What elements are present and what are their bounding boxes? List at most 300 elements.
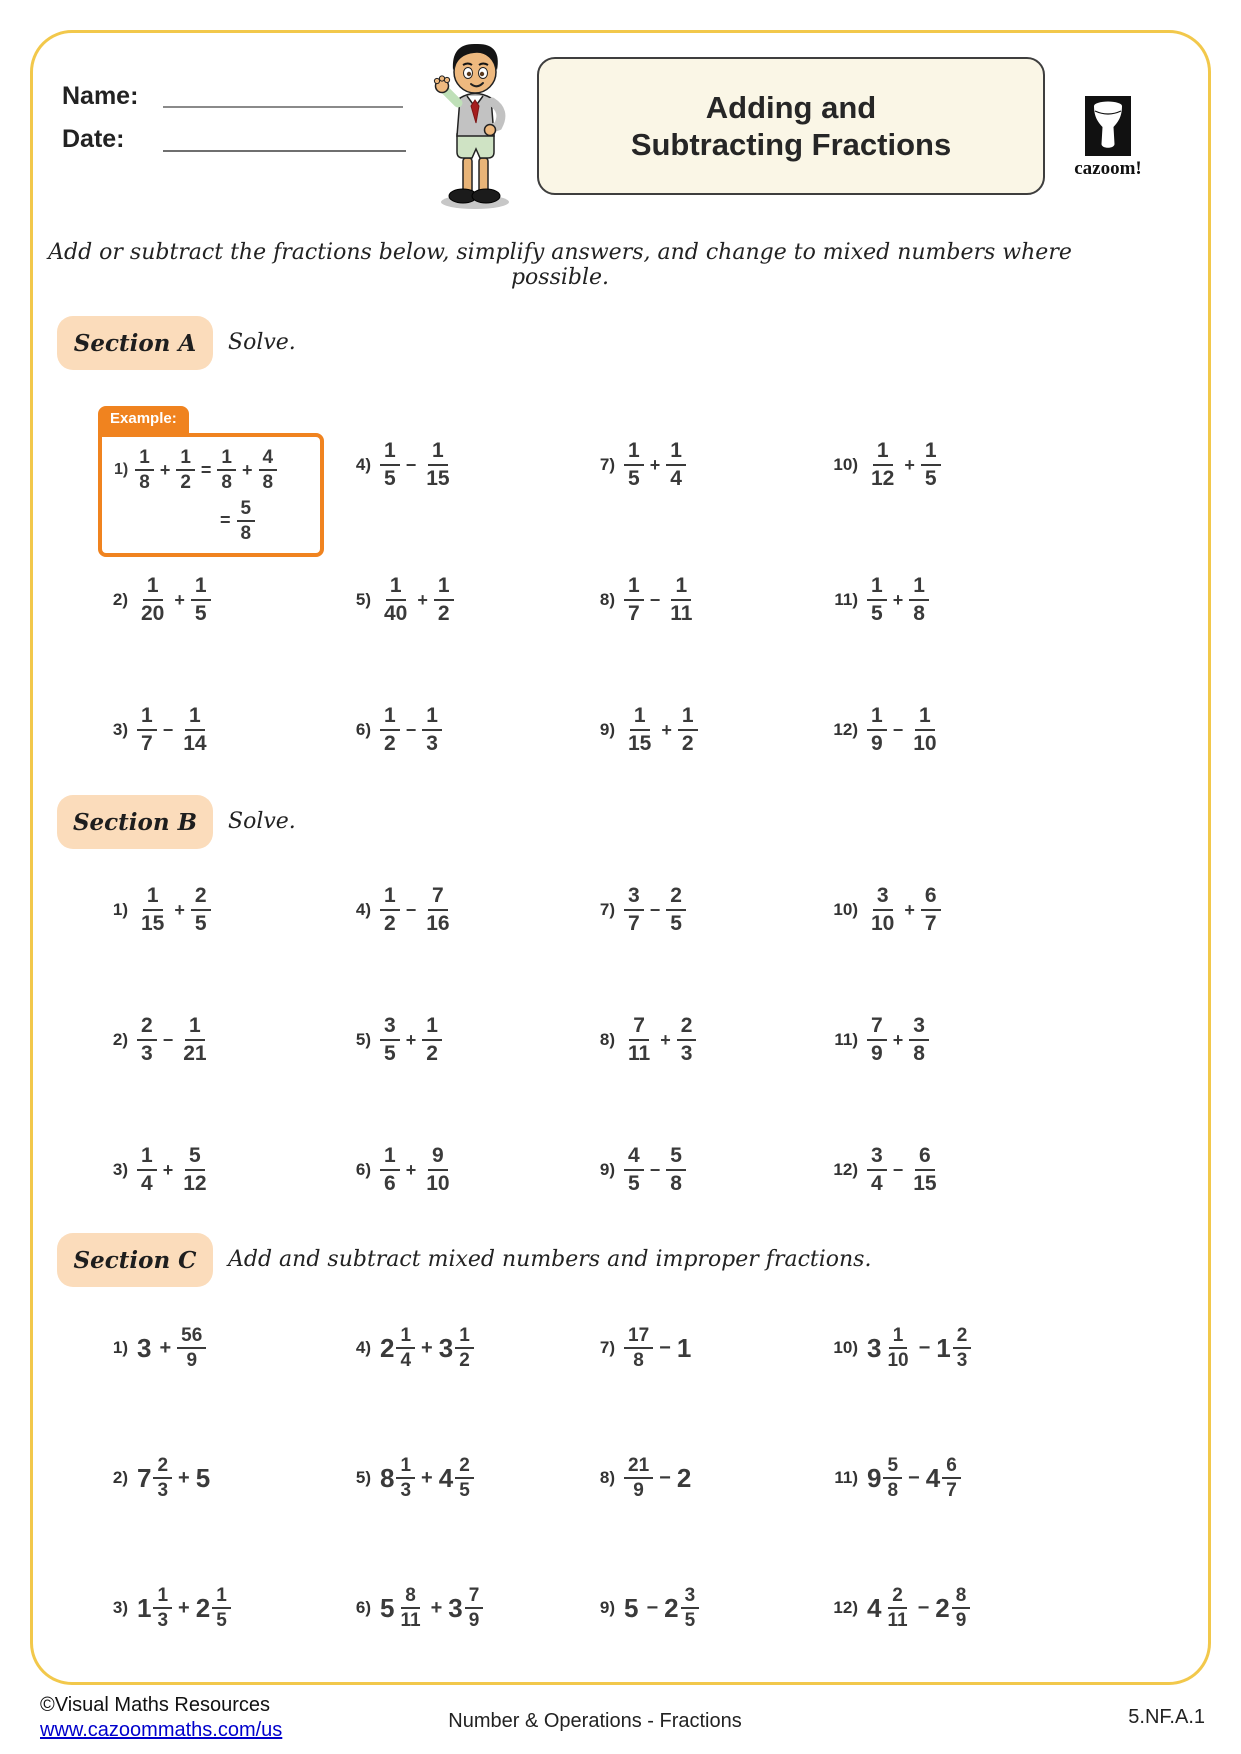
numerator: 2: [191, 884, 211, 911]
problem-a-2: [88, 560, 211, 640]
numerator: 1: [185, 704, 205, 731]
numerator: 1: [380, 439, 400, 466]
fraction: [624, 1014, 654, 1065]
problem-number: 5): [355, 590, 371, 609]
fraction: [909, 1144, 940, 1195]
fraction-term: [179, 1014, 210, 1065]
fraction: [666, 884, 686, 935]
operator: +: [421, 1466, 433, 1489]
problem-a-3: [88, 690, 211, 770]
numerator: 7: [629, 1014, 649, 1041]
problem-number: 1): [112, 1338, 128, 1357]
fraction-term: [921, 439, 941, 490]
standard-code: 5.NF.A.1: [1128, 1706, 1205, 1728]
fraction: [422, 439, 453, 490]
operator: +: [405, 1029, 417, 1050]
section-c-label: Section C: [73, 1246, 197, 1274]
fraction-term: [867, 574, 887, 625]
numerator: 1: [396, 1455, 415, 1479]
operator: −: [892, 1159, 904, 1180]
operator: −: [162, 719, 174, 740]
fraction-term: [179, 1144, 210, 1195]
fraction: [422, 1144, 453, 1195]
worksheet-title-line2: Subtracting Fractions: [630, 127, 952, 162]
fraction: [422, 884, 453, 935]
whole-number: 1: [676, 1332, 692, 1363]
fraction-term: [867, 1014, 887, 1065]
denominator: 9: [186, 1350, 198, 1371]
problem-a-5: [331, 560, 454, 640]
denominator: 11: [400, 1610, 421, 1631]
mixed-number-term: [867, 1455, 902, 1502]
operator: −: [892, 719, 904, 740]
fraction-term: [380, 1014, 400, 1065]
fraction: [677, 1014, 697, 1065]
fraction: [909, 574, 929, 625]
numerator: 1: [137, 704, 157, 731]
numerator: 21: [624, 1455, 653, 1479]
fraction-term: [137, 704, 157, 755]
equals-sign: =: [220, 510, 231, 531]
numerator: 7: [428, 884, 448, 911]
problem-number: 3): [112, 720, 128, 739]
fraction-term: [624, 1325, 653, 1372]
numerator: 1: [678, 704, 698, 731]
denominator: 2: [384, 912, 396, 935]
denominator: 4: [670, 467, 682, 490]
section-c-instruction: Add and subtract mixed numbers and improper fractions.: [228, 1247, 872, 1272]
denominator: 9: [468, 1610, 480, 1631]
operator: +: [242, 459, 253, 480]
mixed-number-term: [448, 1585, 483, 1632]
problem-number: 8): [599, 1030, 615, 1049]
fraction-term: [137, 884, 168, 935]
operator: +: [892, 589, 904, 610]
operator: +: [904, 454, 915, 475]
fraction: [952, 1585, 971, 1632]
problem-c-3: [88, 1568, 231, 1648]
problem-c-9: [575, 1568, 699, 1648]
numerator: 6: [942, 1455, 961, 1479]
fraction: [179, 704, 210, 755]
numerator: 1: [873, 439, 893, 466]
numerator: 1: [434, 574, 454, 601]
fraction: [921, 439, 941, 490]
fraction-term: [422, 704, 442, 755]
numerator: 1: [386, 574, 406, 601]
fraction-term: [867, 884, 898, 935]
denominator: 12: [871, 467, 895, 490]
fraction: [883, 1325, 912, 1372]
whole-number: 3: [867, 1332, 882, 1363]
numerator: 1: [176, 447, 195, 471]
numerator: 1: [867, 704, 887, 731]
problem-b-7: [575, 870, 686, 950]
fraction-term: [380, 574, 411, 625]
fraction: [953, 1325, 972, 1372]
numerator: 1: [630, 704, 650, 731]
fraction: [681, 1585, 700, 1632]
fraction: [465, 1585, 484, 1632]
numerator: 5: [185, 1144, 205, 1171]
fraction: [137, 1014, 157, 1065]
cazoom-logo-text: cazoom!: [1074, 158, 1142, 179]
problem-a-4: [331, 425, 454, 505]
mixed-number-term: [936, 1325, 971, 1372]
whole-number: 7: [137, 1462, 152, 1493]
numerator: 2: [888, 1585, 907, 1609]
numerator: 1: [422, 1014, 442, 1041]
fraction: [867, 704, 887, 755]
whole-number: 1: [137, 1592, 152, 1623]
fraction: [396, 1325, 415, 1372]
problem-number: 6): [355, 1598, 371, 1617]
denominator: 12: [183, 1172, 207, 1195]
operator: +: [174, 899, 185, 920]
denominator: 15: [141, 912, 165, 935]
mixed-number-term: [137, 1455, 172, 1502]
denominator: 8: [240, 522, 252, 544]
problem-b-8: [575, 1000, 696, 1080]
problem-number: 9): [599, 720, 615, 739]
operator: −: [646, 1596, 659, 1619]
denominator: 2: [180, 472, 191, 494]
denominator: 4: [871, 1172, 883, 1195]
denominator: 14: [183, 732, 207, 755]
numerator: 1: [921, 439, 941, 466]
numerator: 5: [237, 498, 256, 522]
section-a-label: Section A: [73, 329, 197, 357]
denominator: 4: [141, 1172, 153, 1195]
fraction: [624, 1455, 653, 1502]
website-link[interactable]: www.cazoommaths.com/us: [40, 1719, 283, 1741]
fraction: [380, 884, 400, 935]
worksheet-instruction: Add or subtract the fractions below, simplify answers, and change to mixed numbers where possible.: [48, 240, 1072, 290]
numerator: 1: [624, 439, 644, 466]
date-label: Date:: [62, 125, 125, 153]
denominator: 5: [216, 1610, 227, 1631]
fraction: [179, 1144, 210, 1195]
denominator: 4: [400, 1350, 412, 1371]
fraction: [624, 884, 644, 935]
fraction: [624, 574, 644, 625]
problem-b-2: [88, 1000, 211, 1080]
problem-number: 10): [833, 455, 858, 474]
numerator: 1: [217, 447, 236, 471]
problem-number: 3): [112, 1598, 128, 1617]
problem-b-10: [818, 870, 941, 950]
problem-a-10: [818, 425, 941, 505]
problem-number: 9): [599, 1160, 615, 1179]
problem-number: 4): [355, 1338, 371, 1357]
denominator: 8: [139, 472, 150, 494]
fraction: [624, 704, 655, 755]
problem-a-11: [818, 560, 929, 640]
fraction: [867, 1014, 887, 1065]
fraction: [191, 884, 211, 935]
fraction: [212, 1585, 231, 1632]
operator: −: [649, 589, 661, 610]
problem-c-7: [575, 1308, 693, 1388]
fraction-term: [422, 1144, 453, 1195]
problem-number: 7): [599, 1338, 615, 1357]
fraction-term: [624, 884, 644, 935]
fraction: [137, 884, 168, 935]
problem-number: 2): [112, 1468, 128, 1487]
fraction-term: [380, 1144, 400, 1195]
fraction: [867, 574, 887, 625]
denominator: 5: [194, 602, 207, 625]
denominator: 10: [913, 732, 937, 755]
whole-number: 9: [867, 1462, 882, 1493]
operator: −: [649, 1159, 661, 1180]
denominator: 5: [384, 467, 396, 490]
denominator: 5: [871, 602, 883, 625]
fraction: [624, 1325, 653, 1372]
numerator: 1: [137, 1144, 157, 1171]
fraction: [380, 574, 411, 625]
problem-a-6: [331, 690, 442, 770]
denominator: 7: [946, 1480, 957, 1501]
denominator: 21: [183, 1042, 207, 1065]
fraction-term: [422, 1014, 442, 1065]
problem-c-12: [818, 1568, 970, 1648]
problem-number: 8): [599, 1468, 615, 1487]
denominator: 2: [384, 732, 396, 755]
fraction-term: [624, 704, 655, 755]
numerator: 1: [380, 704, 400, 731]
fraction: [455, 1455, 474, 1502]
fraction: [909, 1014, 929, 1065]
problem-number: 11): [834, 1468, 858, 1487]
mixed-number-term: [196, 1585, 231, 1632]
fraction: [678, 704, 698, 755]
fraction-term: [666, 439, 686, 490]
operator: +: [178, 1596, 190, 1619]
denominator: 9: [871, 732, 883, 755]
fraction-term: [624, 574, 644, 625]
operator: +: [421, 1336, 433, 1359]
problem-c-8: [575, 1438, 693, 1518]
denominator: 3: [157, 1610, 169, 1631]
whole-number: 2: [380, 1332, 395, 1363]
fraction: [666, 574, 696, 625]
fraction-term: [666, 574, 696, 625]
problem-c-11: [818, 1438, 961, 1518]
problem-number: 1): [114, 461, 129, 479]
problem-number: 6): [355, 720, 371, 739]
problem-a-7: [575, 425, 686, 505]
fraction-term: [434, 574, 454, 625]
fraction-term: [422, 884, 453, 935]
numerator: 7: [465, 1585, 484, 1609]
problem-b-6: [331, 1130, 454, 1210]
operator: −: [405, 899, 417, 920]
fraction: [666, 439, 686, 490]
denominator: 7: [628, 912, 640, 935]
numerator: 3: [380, 1014, 400, 1041]
whole-number: 4: [867, 1592, 882, 1623]
operator: +: [159, 459, 171, 480]
operator: +: [892, 1029, 904, 1050]
denominator: 6: [384, 1172, 396, 1195]
fraction: [883, 1585, 911, 1632]
numerator: 1: [889, 1325, 908, 1349]
numerator: 3: [681, 1585, 700, 1609]
numerator: 2: [953, 1325, 972, 1349]
problem-c-6: [331, 1568, 483, 1648]
denominator: 7: [628, 602, 640, 625]
fraction: [422, 704, 442, 755]
problem-number: 6): [355, 1160, 371, 1179]
problem-number: 2): [112, 590, 128, 609]
fraction-term: [921, 884, 941, 935]
denominator: 5: [384, 1042, 396, 1065]
fraction-term: [624, 439, 644, 490]
problem-number: 12): [833, 1598, 858, 1617]
fraction-term: [137, 574, 168, 625]
problem-a-9: [575, 690, 698, 770]
fraction-term: [909, 1144, 940, 1195]
numerator: 1: [624, 574, 644, 601]
name-label: Name:: [62, 82, 139, 110]
mixed-number-term: [439, 1455, 474, 1502]
whole-number: 2: [195, 1592, 211, 1623]
denominator: 3: [680, 1042, 693, 1065]
fraction: [179, 1014, 210, 1065]
whole-number: 5: [195, 1462, 211, 1493]
numerator: 1: [915, 704, 935, 731]
numerator: 6: [921, 884, 941, 911]
fraction-term: [137, 1014, 157, 1065]
fraction-term: [422, 439, 453, 490]
numerator: 1: [671, 574, 691, 601]
fraction: [396, 1585, 424, 1632]
whole-number: 4: [438, 1462, 454, 1493]
numerator: 1: [191, 574, 211, 601]
numerator: 2: [455, 1455, 474, 1479]
fraction: [191, 574, 211, 625]
problem-number: 3): [112, 1160, 128, 1179]
whole-number-term: [624, 1593, 640, 1624]
whole-number-term: [677, 1333, 693, 1364]
problem-c-4: [331, 1308, 474, 1388]
numerator: 9: [428, 1144, 448, 1171]
operator: +: [162, 1159, 174, 1180]
problem-number: 7): [599, 900, 615, 919]
problem-number: 5): [355, 1468, 371, 1487]
whole-number: 2: [935, 1592, 950, 1623]
fraction-term: [380, 884, 400, 935]
mixed-number-term: [935, 1585, 970, 1632]
problem-number: 7): [599, 455, 615, 474]
fraction: [624, 1144, 644, 1195]
denominator: 11: [670, 602, 693, 625]
fraction-term: [191, 574, 211, 625]
fraction-term: [909, 704, 940, 755]
fraction-term: [624, 1014, 654, 1065]
denominator: 5: [684, 1610, 696, 1631]
fraction: [921, 884, 941, 935]
denominator: 5: [924, 467, 937, 490]
fraction: [942, 1455, 961, 1502]
operator: −: [659, 1466, 671, 1489]
numerator: 8: [401, 1585, 420, 1609]
denominator: 7: [924, 912, 937, 935]
denominator: 10: [887, 1350, 909, 1371]
denominator: 3: [956, 1350, 968, 1371]
denominator: 20: [141, 602, 165, 625]
problem-c-5: [331, 1438, 474, 1518]
mixed-number-term: [380, 1325, 415, 1372]
denominator: 16: [426, 912, 450, 935]
fraction-term: [191, 884, 211, 935]
whole-number: 8: [380, 1462, 395, 1493]
denominator: 8: [670, 1172, 682, 1195]
denominator: 5: [459, 1480, 470, 1501]
fraction-term: [909, 574, 929, 625]
operator: +: [661, 719, 672, 740]
problem-a-8: [575, 560, 696, 640]
equals-sign: =: [200, 459, 212, 480]
numerator: 7: [867, 1014, 887, 1041]
numerator: 2: [153, 1455, 172, 1479]
numerator: 4: [259, 447, 278, 471]
section-b-instruction: Solve.: [228, 809, 296, 834]
fraction: [153, 1455, 172, 1502]
numerator: 1: [380, 884, 400, 911]
denominator: 3: [426, 732, 438, 755]
problem-number: 12): [833, 1160, 858, 1179]
fraction: [867, 439, 898, 490]
denominator: 11: [628, 1042, 651, 1065]
numerator: 1: [396, 1325, 415, 1349]
denominator: 2: [459, 1350, 470, 1371]
denominator: 9: [955, 1610, 967, 1631]
numerator: 1: [428, 439, 448, 466]
problem-a-12: [818, 690, 941, 770]
operator: −: [162, 1029, 174, 1050]
operator: +: [660, 1029, 671, 1050]
denominator: 2: [437, 602, 450, 625]
fraction-term: [137, 1144, 157, 1195]
fraction-term: [380, 704, 400, 755]
numerator: 56: [177, 1325, 206, 1349]
denominator: 15: [913, 1172, 937, 1195]
mixed-number-term: [137, 1585, 172, 1632]
problem-c-1: [88, 1308, 206, 1388]
numerator: 3: [624, 884, 644, 911]
fraction: [137, 1144, 157, 1195]
denominator: 10: [871, 912, 895, 935]
numerator: 5: [883, 1455, 902, 1479]
problem-c-2: [88, 1438, 212, 1518]
problem-number: 4): [355, 455, 371, 474]
fraction-term: [179, 704, 210, 755]
denominator: 5: [628, 1172, 640, 1195]
numerator: 17: [624, 1325, 653, 1349]
whole-number: 3: [137, 1332, 152, 1363]
mixed-number-term: [867, 1325, 913, 1372]
denominator: 2: [426, 1042, 438, 1065]
operator: +: [649, 454, 661, 475]
numerator: 1: [212, 1585, 231, 1609]
problem-number: 9): [599, 1598, 615, 1617]
whole-number-term: [196, 1463, 212, 1494]
problem-b-4: [331, 870, 454, 950]
denominator: 8: [221, 472, 232, 494]
denominator: 8: [887, 1480, 899, 1501]
